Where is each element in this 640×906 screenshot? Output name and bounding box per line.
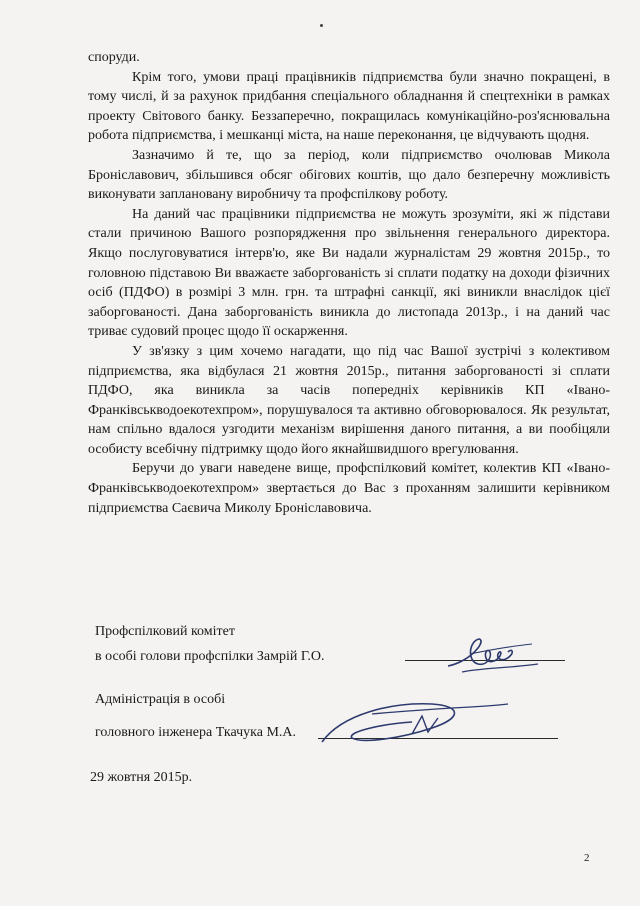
union-signatory xyxy=(95,622,325,666)
administration-signature xyxy=(312,694,512,754)
paragraph: Зазначимо й те, що за період, коли підприємство очолював Микола Броніславович, збільшився обсяг обігових коштів, що дало безперечну можливість виконувати заплановану виробничу та профспілкову роботу. xyxy=(88,147,610,203)
paragraph: На даний час працівники підприємства не можуть зрозуміти, які ж підстави стали причиною Вашого розпорядження про звільнення генерального директора. Якщо послуговуватися інтерв'ю, яке Ви надали журналістам 29 жовтня 2015р., то головною підставою Ви вважаєте заборгованість зі сплати податку на доходи фізичних осіб (ПДФО) в розмірі 3 млн. грн. та штрафні санкції, які виникли внаслідок цієї заборгованості. Дана заборгованість виникла до листопада 2013р., і на даний час триває судовий процес щодо її оскарження. xyxy=(88,206,610,340)
page-number: 2 xyxy=(584,852,590,864)
letter-date: 29 жовтня 2015р. xyxy=(90,770,193,785)
letter-body xyxy=(88,48,610,518)
paragraph: У зв'язку з цим хочемо нагадати, що під час Вашої зустрічі з колективом підприємства, яка відбулася 21 жовтня 2015р., питання заборгованості зі сплати ПДФО, яка виникла за часів попередніх керівників КП «Івано-Франківськводоекотехпром», порушувалося та активно обговорювалося. Як результат, нам спільно вдалося узгодити механізм вирішення даного питання, а ви пообіцяли особисту всебічну підтримку щодо його якнайшвидшого врегулювання. xyxy=(88,343,610,457)
paragraph: Беручи до уваги наведене вище, профспілковий комітет, колектив КП «Івано-Франківськводоекотехпром» звертається до Вас з проханням залишити керівником підприємства Саєвича Миколу Броніславовича. xyxy=(88,461,610,516)
administration-name: головного інженера Ткачука М.А. xyxy=(95,725,297,740)
administration-signatory xyxy=(95,690,296,742)
union-title: Профспілковий комітет xyxy=(95,624,235,639)
scan-speck xyxy=(320,24,323,27)
administration-title: Адміністрація в особі xyxy=(95,692,226,707)
union-name: в особі голови профспілки Замрій Г.О. xyxy=(95,649,325,664)
union-signature xyxy=(440,628,550,678)
paragraph: Крім того, умови праці працівників підприємства були значно покращені, в тому числі, й за рахунок придбання спеціального обладнання й спецтехніки в рамках проекту Світового банку. Беззаперечно, покращилась комунікаційно-роз'яснювальна робота підприємства, і мешканці міста, на наше переконання, це відчувають щодня. xyxy=(88,69,610,144)
paragraph: споруди. xyxy=(88,50,140,65)
